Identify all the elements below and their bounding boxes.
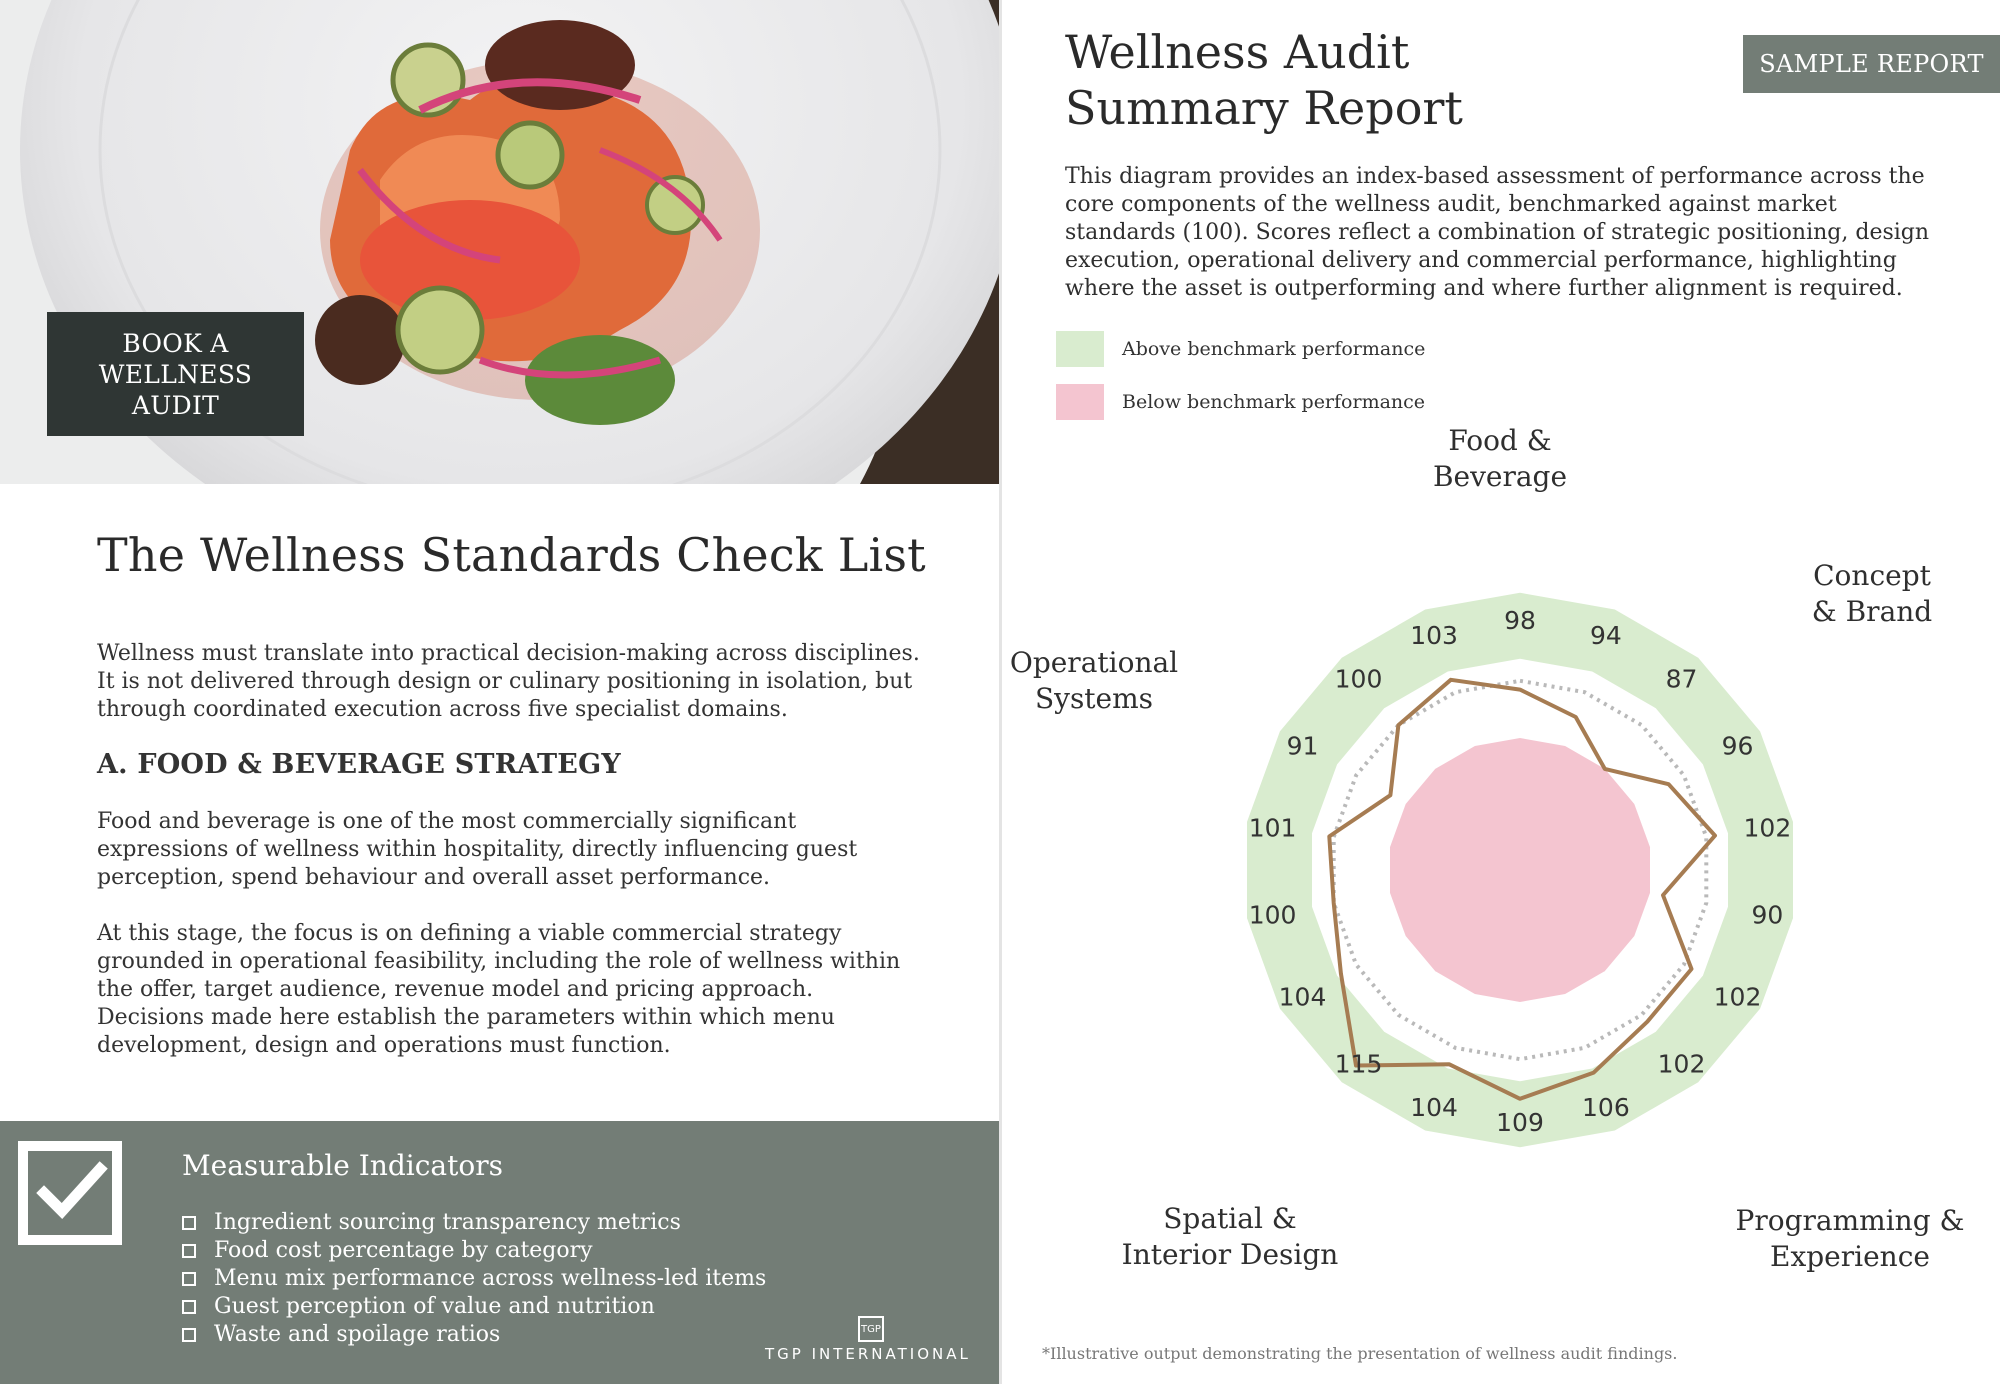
score-label: 96 xyxy=(1721,731,1754,761)
measurable-indicators-panel xyxy=(0,1121,1000,1384)
legend-below xyxy=(1056,384,1425,420)
score-label: 102 xyxy=(1743,813,1792,843)
checkbox-icon xyxy=(182,1272,196,1286)
list-item: Menu mix performance across wellness-led items xyxy=(182,1265,766,1293)
category-label: Operational Systems xyxy=(1009,646,1179,715)
score-label: 106 xyxy=(1582,1093,1630,1123)
score-label: 87 xyxy=(1665,664,1698,694)
indicators-title: Measurable Indicators xyxy=(182,1149,503,1182)
indicators-list xyxy=(182,1209,766,1349)
book-wellness-audit-label: BOOK A WELLNESS AUDIT xyxy=(98,328,253,420)
brand-name: TGP INTERNATIONAL xyxy=(765,1345,971,1363)
report-title-line2: Summary Report xyxy=(1065,81,1463,135)
category-label: Food & Beverage xyxy=(1432,424,1568,493)
report-title-line1: Wellness Audit xyxy=(1065,25,1410,79)
report-title xyxy=(1065,24,1463,136)
score-label: 102 xyxy=(1713,982,1762,1012)
checkbox-icon xyxy=(182,1328,196,1342)
salad-plate-photo xyxy=(0,0,1000,484)
score-label: 115 xyxy=(1334,1049,1383,1079)
list-item: Waste and spoilage ratios xyxy=(182,1321,766,1349)
checkbox-checked-icon xyxy=(18,1141,122,1245)
intro-paragraph: Wellness must translate into practical decision-making across disciplines. It is not delivered through design or culinary positioning in isolation, but through coordinated execution across five specialist domains. xyxy=(97,641,920,722)
category-label: Concept & Brand xyxy=(1811,559,1933,628)
score-label: 90 xyxy=(1751,900,1784,930)
score-label: 101 xyxy=(1248,813,1297,843)
score-label: 102 xyxy=(1657,1049,1706,1079)
food-beverage-paragraph: Food and beverage is one of the most commercially significant expressions of wellness within hospitality, directly influencing guest perception, spend behaviour and overall asset performance. xyxy=(97,809,858,890)
right-page xyxy=(1002,0,2000,1384)
score-label: 109 xyxy=(1496,1108,1544,1138)
checkbox-icon xyxy=(182,1216,196,1230)
page-title: The Wellness Standards Check List xyxy=(97,528,926,582)
legend-swatch-above xyxy=(1056,331,1104,367)
category-label: Programming & Experience xyxy=(1735,1204,1965,1273)
book-wellness-audit-button[interactable] xyxy=(47,312,304,436)
list-item: Ingredient sourcing transparency metrics xyxy=(182,1209,766,1237)
score-label: 104 xyxy=(1278,982,1327,1012)
legend-swatch-below xyxy=(1056,384,1104,420)
legend-label-above: Above benchmark performance xyxy=(1122,338,1426,360)
report-description: This diagram provides an index-based assessment of performance across the core components of the wellness audit, benchmarked against market standards (100). Scores reflect a combination of strategic positioning, design execution, operational delivery and commercial performance, highlighting where the asset is outperforming and where further alignment is required. xyxy=(1065,164,1930,301)
sample-report-badge: SAMPLE REPORT xyxy=(1743,35,2000,93)
legend-above xyxy=(1056,331,1425,367)
below-benchmark-area xyxy=(1390,738,1650,1002)
score-label: 100 xyxy=(1334,664,1383,694)
list-item: Guest perception of value and nutrition xyxy=(182,1293,766,1321)
score-label: 98 xyxy=(1504,605,1536,635)
category-label: Spatial & Interior Design xyxy=(1121,1202,1339,1271)
checkbox-icon xyxy=(182,1244,196,1258)
list-item: Food cost percentage by category xyxy=(182,1237,766,1265)
score-label: 94 xyxy=(1589,620,1622,650)
tgp-logo-icon: TGP xyxy=(858,1316,884,1342)
footnote: *Illustrative output demonstrating the presentation of wellness audit findings. xyxy=(1042,1344,1678,1363)
legend-label-below: Below benchmark performance xyxy=(1122,391,1426,413)
score-label: 104 xyxy=(1410,1093,1458,1123)
section-heading: A. FOOD & BEVERAGE STRATEGY xyxy=(97,749,621,780)
checkbox-icon xyxy=(182,1300,196,1314)
wellness-radar-chart xyxy=(1002,420,2000,1330)
score-label: 103 xyxy=(1410,620,1458,650)
score-label: 100 xyxy=(1248,900,1297,930)
score-label: 91 xyxy=(1286,731,1319,761)
strategy-paragraph: At this stage, the focus is on defining a viable commercial strategy grounded in operational feasibility, including the role of wellness within the offer, target audience, revenue model and pricing approach. Decisions made here establish the parameters within which menu development, design and operations must function. xyxy=(97,921,901,1058)
